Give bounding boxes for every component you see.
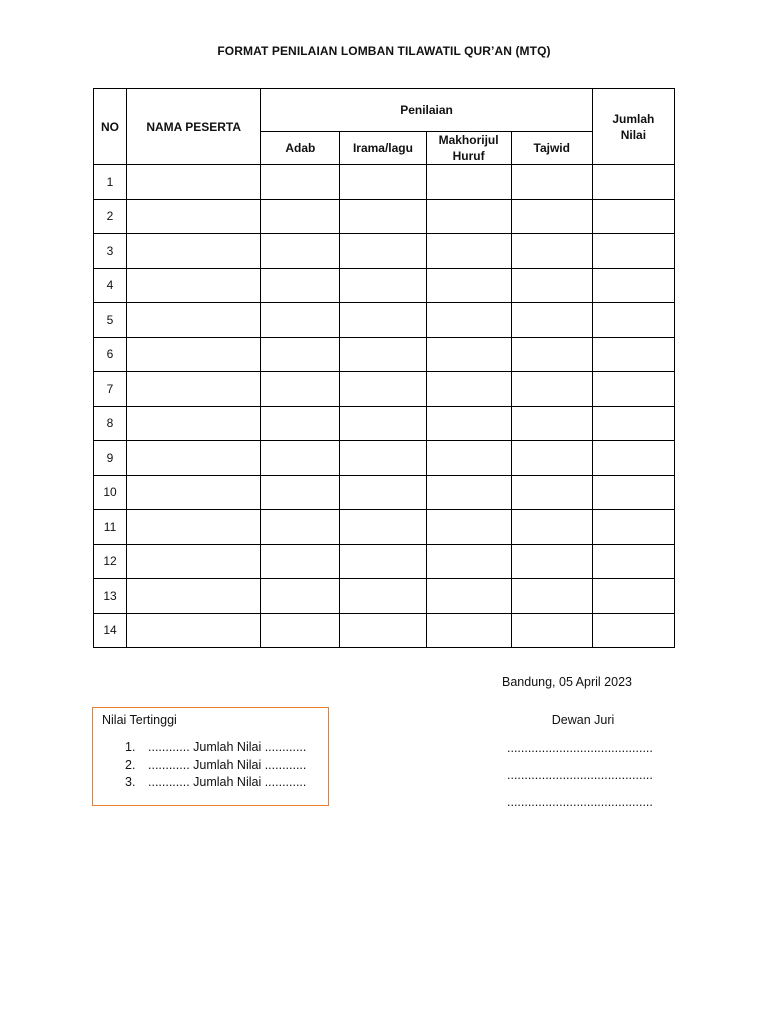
- list-number: 1.: [125, 740, 136, 754]
- list-number: 3.: [125, 775, 136, 789]
- total-score-cell[interactable]: [592, 579, 674, 614]
- total-score-cell[interactable]: [592, 544, 674, 579]
- header-assessment-group: Penilaian: [261, 89, 593, 132]
- table-row: [94, 441, 675, 476]
- tajwid-cell[interactable]: [511, 268, 592, 303]
- list-text: ............ Jumlah Nilai ............: [148, 757, 307, 772]
- makhorijul-huruf-cell[interactable]: [426, 510, 511, 545]
- table-row: [94, 475, 675, 510]
- adab-cell[interactable]: [261, 510, 340, 545]
- table-row: [94, 579, 675, 614]
- participant-name-cell[interactable]: [127, 475, 261, 510]
- makhorijul-huruf-cell[interactable]: [426, 544, 511, 579]
- adab-cell[interactable]: [261, 579, 340, 614]
- irama-lagu-cell[interactable]: [340, 579, 426, 614]
- makhorijul-huruf-cell[interactable]: [426, 372, 511, 407]
- adab-cell[interactable]: [261, 268, 340, 303]
- participant-name-cell[interactable]: [127, 406, 261, 441]
- adab-cell[interactable]: [261, 372, 340, 407]
- adab-cell[interactable]: [261, 475, 340, 510]
- tajwid-cell[interactable]: [511, 579, 592, 614]
- header-adab: Adab: [261, 132, 340, 165]
- irama-lagu-cell[interactable]: [340, 406, 426, 441]
- tajwid-cell[interactable]: [511, 372, 592, 407]
- adab-cell[interactable]: [261, 337, 340, 372]
- row-number: 9: [94, 441, 127, 476]
- adab-cell[interactable]: [261, 613, 340, 648]
- header-makhorijul-huruf-label: Makhorijul Huruf: [438, 133, 499, 163]
- header-irama-lagu: Irama/lagu: [340, 132, 426, 165]
- row-number: 13: [94, 579, 127, 614]
- adab-cell[interactable]: [261, 303, 340, 338]
- table-row: [94, 337, 675, 372]
- row-number: 7: [94, 372, 127, 407]
- list-number: 2.: [125, 757, 136, 772]
- table-row: [94, 510, 675, 545]
- tajwid-cell[interactable]: [511, 510, 592, 545]
- irama-lagu-cell[interactable]: [340, 199, 426, 234]
- table-row: [94, 613, 675, 648]
- row-number: 12: [94, 544, 127, 579]
- total-score-cell[interactable]: [592, 337, 674, 372]
- makhorijul-huruf-cell[interactable]: [426, 303, 511, 338]
- makhorijul-huruf-cell[interactable]: [426, 199, 511, 234]
- table-row: [94, 544, 675, 579]
- total-score-cell[interactable]: [592, 510, 674, 545]
- jury-signature-line: ..........................................: [507, 768, 653, 782]
- total-score-cell[interactable]: [592, 372, 674, 407]
- total-score-cell[interactable]: [592, 406, 674, 441]
- row-number: 10: [94, 475, 127, 510]
- adab-cell[interactable]: [261, 165, 340, 200]
- tajwid-cell[interactable]: [511, 613, 592, 648]
- makhorijul-huruf-cell[interactable]: [426, 579, 511, 614]
- irama-lagu-cell[interactable]: [340, 268, 426, 303]
- jury-title: Dewan Juri: [551, 713, 615, 727]
- tajwid-cell[interactable]: [511, 234, 592, 269]
- irama-lagu-cell[interactable]: [340, 234, 426, 269]
- makhorijul-huruf-cell[interactable]: [426, 475, 511, 510]
- adab-cell[interactable]: [261, 406, 340, 441]
- tajwid-cell[interactable]: [511, 441, 592, 476]
- irama-lagu-cell[interactable]: [340, 475, 426, 510]
- participant-name-cell[interactable]: [127, 441, 261, 476]
- row-number: 1: [94, 165, 127, 200]
- irama-lagu-cell[interactable]: [340, 165, 426, 200]
- irama-lagu-cell[interactable]: [340, 441, 426, 476]
- makhorijul-huruf-cell[interactable]: [426, 613, 511, 648]
- irama-lagu-cell[interactable]: [340, 510, 426, 545]
- table-row: [94, 165, 675, 200]
- participant-name-cell[interactable]: [127, 303, 261, 338]
- row-number: 2: [94, 199, 127, 234]
- header-total-score-label: Jumlah Nilai: [612, 111, 655, 142]
- header-participant-name: NAMA PESERTA: [127, 89, 261, 165]
- adab-cell[interactable]: [261, 234, 340, 269]
- participant-name-cell[interactable]: [127, 613, 261, 648]
- table-row: [94, 268, 675, 303]
- irama-lagu-cell[interactable]: [340, 544, 426, 579]
- jury-signature-line: ..........................................: [507, 741, 653, 755]
- irama-lagu-cell[interactable]: [340, 613, 426, 648]
- tajwid-cell[interactable]: [511, 303, 592, 338]
- irama-lagu-cell[interactable]: [340, 372, 426, 407]
- date-line: Bandung, 05 April 2023: [502, 675, 632, 689]
- makhorijul-huruf-cell[interactable]: [426, 234, 511, 269]
- participant-name-cell[interactable]: [127, 268, 261, 303]
- participant-name-cell[interactable]: [127, 510, 261, 545]
- row-number: 5: [94, 303, 127, 338]
- total-score-cell[interactable]: [592, 303, 674, 338]
- makhorijul-huruf-cell[interactable]: [426, 165, 511, 200]
- participant-name-cell[interactable]: [127, 337, 261, 372]
- participant-name-cell[interactable]: [127, 544, 261, 579]
- table-row: [94, 199, 675, 234]
- makhorijul-huruf-cell[interactable]: [426, 268, 511, 303]
- jury-signature-line: ..........................................: [507, 795, 653, 809]
- table-row: [94, 303, 675, 338]
- list-text: ............ Jumlah Nilai ............: [148, 775, 307, 789]
- header-makhorijul-huruf: [426, 132, 511, 165]
- page-title: FORMAT PENILAIAN LOMBAN TILAWATIL QUR’AN (MTQ): [217, 44, 551, 58]
- makhorijul-huruf-cell[interactable]: [426, 337, 511, 372]
- total-score-cell[interactable]: [592, 475, 674, 510]
- tajwid-cell[interactable]: [511, 199, 592, 234]
- header-no: NO: [94, 89, 127, 165]
- participant-name-cell[interactable]: [127, 579, 261, 614]
- irama-lagu-cell[interactable]: [340, 337, 426, 372]
- row-number: 8: [94, 406, 127, 441]
- row-number: 6: [94, 337, 127, 372]
- makhorijul-huruf-cell[interactable]: [426, 406, 511, 441]
- participant-name-cell[interactable]: [127, 234, 261, 269]
- tajwid-cell[interactable]: [511, 337, 592, 372]
- row-number: 3: [94, 234, 127, 269]
- tajwid-cell[interactable]: [511, 406, 592, 441]
- total-score-cell[interactable]: [592, 165, 674, 200]
- irama-lagu-cell[interactable]: [340, 303, 426, 338]
- table-row: [94, 372, 675, 407]
- header-tajwid: Tajwid: [511, 132, 592, 165]
- table-row: [94, 234, 675, 269]
- list-text: ............ Jumlah Nilai ............: [148, 740, 307, 754]
- header-total-score: [592, 89, 674, 165]
- tajwid-cell[interactable]: [511, 165, 592, 200]
- table-row: [94, 406, 675, 441]
- highest-score-box: [92, 707, 329, 806]
- row-number: 14: [94, 613, 127, 648]
- total-score-cell[interactable]: [592, 268, 674, 303]
- adab-cell[interactable]: [261, 441, 340, 476]
- row-number: 4: [94, 268, 127, 303]
- participant-name-cell[interactable]: [127, 372, 261, 407]
- participant-name-cell[interactable]: [127, 165, 261, 200]
- total-score-cell[interactable]: [592, 613, 674, 648]
- row-number: 11: [94, 510, 127, 545]
- total-score-cell[interactable]: [592, 441, 674, 476]
- tajwid-cell[interactable]: [511, 475, 592, 510]
- participant-name-cell[interactable]: [127, 199, 261, 234]
- adab-cell[interactable]: [261, 199, 340, 234]
- highest-score-title: Nilai Tertinggi: [102, 713, 177, 727]
- score-table: [93, 88, 675, 648]
- tajwid-cell[interactable]: [511, 544, 592, 579]
- total-score-cell[interactable]: [592, 199, 674, 234]
- total-score-cell[interactable]: [592, 234, 674, 269]
- makhorijul-huruf-cell[interactable]: [426, 441, 511, 476]
- adab-cell[interactable]: [261, 544, 340, 579]
